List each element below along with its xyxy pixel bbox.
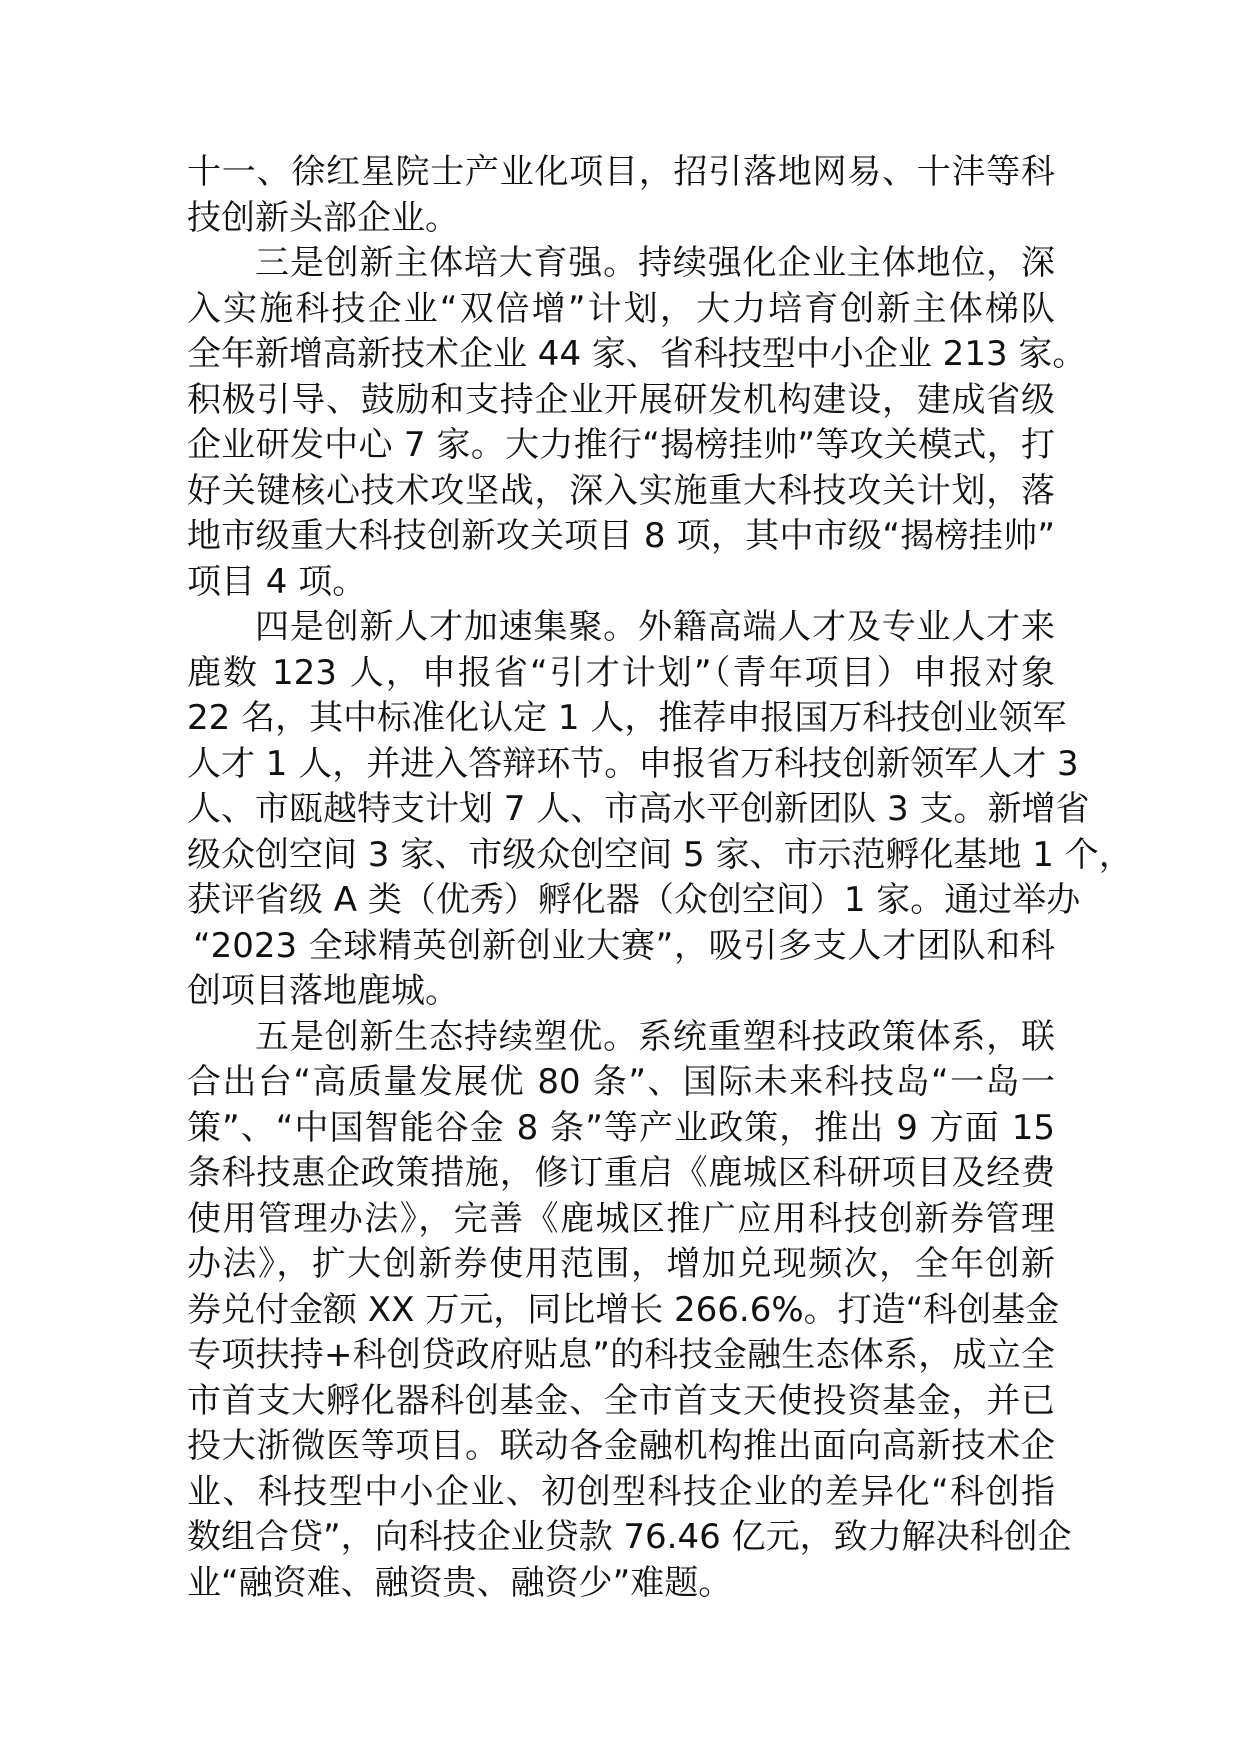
document-body [187,150,1133,1606]
text-line: 券兑付金额 XX 万元，同比增长 266.6%。打造“科创基金 [187,1289,1060,1330]
text-line: 22 名，其中标准化认定 1 人，推荐申报国万科技创业领军 [187,698,1067,738]
text-line: 项目 4 项。 [187,561,367,602]
text-line: 合出台“高质量发展优 80 条”、国际未来科技岛“一岛一 [187,1062,1055,1102]
paragraph-first-line: 四是创新人才加速集聚。外籍高端人才及专业人才来 [255,607,1055,647]
text-line: 入实施科技企业“双倍增”计划，大力培育创新主体梯队 [187,288,1055,329]
text-line: 企业研发中心 7 家。大力推行“揭榜挂帅”等攻关模式，打 [187,425,1055,465]
text-line: 市首支大孵化器科创基金、全市首支天使投资基金，并已 [187,1380,1055,1421]
text-line: 地市级重大科技创新攻关项目 8 项，其中市级“揭榜挂帅” [187,516,1055,556]
text-line: 好关键核心技术攻坚战，深入实施重大科技攻关计划，落 [187,470,1055,511]
text-line: 数组合贷”，向科技企业贷款 76.46 亿元，致力解决科创企 [187,1517,1072,1557]
text-line: 积极引导、鼓励和支持企业开展研发机构建设，建成省级 [187,379,1055,420]
text-line: 鹿数 123 人，申报省“引才计划”（青年项目）申报对象 [187,652,1055,693]
text-line: “2023 全球精英创新创业大赛”，吸引多支人才团队和科 [193,925,1055,966]
text-line: 投大浙微医等项目。联动各金融机构推出面向高新技术企 [187,1426,1055,1466]
text-line: 获评省级 A 类（优秀）孵化器（众创空间）1 家。通过举办 [187,880,1081,920]
text-line: 专项扶持+科创贷政府贴息”的科技金融生态体系，成立全 [187,1335,1055,1375]
text-line: 全年新增高新技术企业 44 家、省科技型中小企业 213 家。 [187,334,1087,374]
text-line: 业、科技型中小企业、初创型科技企业的差异化“科创指 [187,1471,1055,1512]
text-line: 使用管理办法》，完善《鹿城区推广应用科技创新券管理 [187,1198,1055,1239]
text-line: 条科技惠企政策措施，修订重启《鹿城区科研项目及经费 [187,1153,1055,1193]
paragraph-first-line: 三是创新主体培大育强。持续强化企业主体地位，深 [255,243,1055,283]
text-line: 人才 1 人，并进入答辩环节。申报省万科技创新领军人才 3 [187,743,1079,784]
text-line: 策”、“中国智能谷金 8 条”等产业政策，推出 9 方面 15 [187,1107,1055,1148]
text-line: 技创新头部企业。 [187,197,459,238]
text-line: 业“融资难、融资贵、融资少”难题。 [187,1562,733,1603]
text-line: 十一、徐红星院士产业化项目，招引落地网易、十沣等科 [187,152,1055,192]
text-line: 级众创空间 3 家、市级众创空间 5 家、市示范孵化基地 1 个， [187,834,1133,875]
text-line: 创项目落地鹿城。 [187,971,459,1011]
paragraph-first-line: 五是创新生态持续塑优。系统重塑科技政策体系，联 [255,1016,1055,1057]
text-line: 人、市瓯越特支计划 7 人、市高水平创新团队 3 支。新增省 [187,789,1090,829]
text-line: 办法》，扩大创新券使用范围，增加兑现频次，全年创新 [187,1244,1055,1284]
